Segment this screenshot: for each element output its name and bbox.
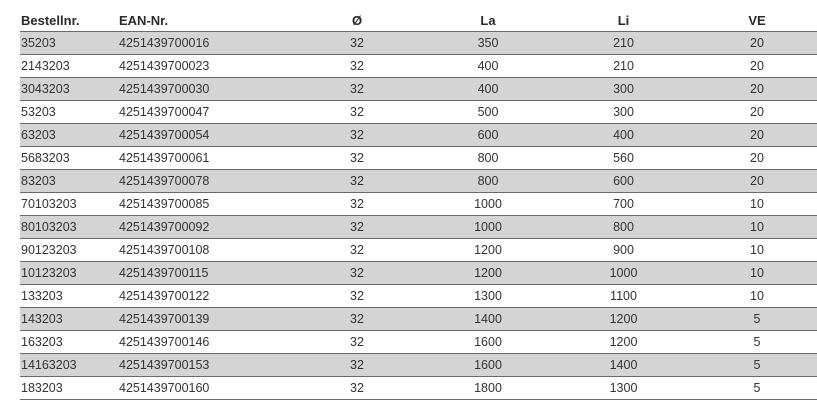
table-body xyxy=(20,32,817,400)
cell-ve: 20 xyxy=(665,32,817,55)
table-row xyxy=(20,55,817,78)
cell-diameter: 32 xyxy=(250,308,402,331)
cell-ean: 4251439700085 xyxy=(119,193,250,216)
cell-la: 1000 xyxy=(402,193,528,216)
cell-li: 210 xyxy=(528,32,665,55)
cell-ean: 4251439700153 xyxy=(119,354,250,377)
cell-la: 1200 xyxy=(402,262,528,285)
header-bestellnr: Bestellnr. xyxy=(20,9,119,32)
cell-li: 1300 xyxy=(528,377,665,400)
cell-ean: 4251439700160 xyxy=(119,377,250,400)
cell-ean: 4251439700108 xyxy=(119,239,250,262)
product-table xyxy=(20,9,817,400)
table-row xyxy=(20,262,817,285)
cell-ve: 10 xyxy=(665,216,817,239)
cell-la: 1200 xyxy=(402,239,528,262)
cell-bestellnr: 5683203 xyxy=(20,147,119,170)
cell-bestellnr: 183203 xyxy=(20,377,119,400)
cell-bestellnr: 63203 xyxy=(20,124,119,147)
cell-bestellnr: 53203 xyxy=(20,101,119,124)
cell-la: 500 xyxy=(402,101,528,124)
cell-bestellnr: 143203 xyxy=(20,308,119,331)
cell-ve: 10 xyxy=(665,239,817,262)
cell-ve: 10 xyxy=(665,262,817,285)
header-diameter: Ø xyxy=(250,9,402,32)
product-table-sheet xyxy=(20,9,766,400)
cell-diameter: 32 xyxy=(250,285,402,308)
cell-li: 300 xyxy=(528,78,665,101)
cell-diameter: 32 xyxy=(250,262,402,285)
cell-la: 600 xyxy=(402,124,528,147)
cell-bestellnr: 83203 xyxy=(20,170,119,193)
cell-ve: 5 xyxy=(665,377,817,400)
table-header xyxy=(20,9,817,32)
cell-ve: 20 xyxy=(665,170,817,193)
cell-li: 1100 xyxy=(528,285,665,308)
cell-li: 400 xyxy=(528,124,665,147)
table-row xyxy=(20,377,817,400)
cell-la: 1000 xyxy=(402,216,528,239)
table-row xyxy=(20,193,817,216)
table-row xyxy=(20,285,817,308)
table-row xyxy=(20,101,817,124)
cell-bestellnr: 2143203 xyxy=(20,55,119,78)
cell-li: 600 xyxy=(528,170,665,193)
cell-diameter: 32 xyxy=(250,147,402,170)
cell-li: 1000 xyxy=(528,262,665,285)
header-ve: VE xyxy=(665,9,817,32)
cell-ve: 20 xyxy=(665,147,817,170)
cell-la: 1800 xyxy=(402,377,528,400)
cell-bestellnr: 133203 xyxy=(20,285,119,308)
cell-ean: 4251439700047 xyxy=(119,101,250,124)
table-row xyxy=(20,124,817,147)
cell-bestellnr: 90123203 xyxy=(20,239,119,262)
cell-la: 1600 xyxy=(402,354,528,377)
cell-bestellnr: 3043203 xyxy=(20,78,119,101)
cell-la: 1400 xyxy=(402,308,528,331)
cell-ean: 4251439700139 xyxy=(119,308,250,331)
table-row xyxy=(20,32,817,55)
header-li: Li xyxy=(528,9,665,32)
header-row xyxy=(20,9,817,32)
cell-la: 1300 xyxy=(402,285,528,308)
cell-bestellnr: 70103203 xyxy=(20,193,119,216)
header-la: La xyxy=(402,9,528,32)
cell-li: 700 xyxy=(528,193,665,216)
cell-li: 1400 xyxy=(528,354,665,377)
cell-li: 1200 xyxy=(528,308,665,331)
cell-diameter: 32 xyxy=(250,239,402,262)
cell-li: 1200 xyxy=(528,331,665,354)
cell-la: 1600 xyxy=(402,331,528,354)
cell-diameter: 32 xyxy=(250,78,402,101)
cell-diameter: 32 xyxy=(250,377,402,400)
cell-ve: 5 xyxy=(665,331,817,354)
cell-la: 800 xyxy=(402,147,528,170)
cell-ve: 20 xyxy=(665,78,817,101)
cell-li: 800 xyxy=(528,216,665,239)
cell-bestellnr: 35203 xyxy=(20,32,119,55)
cell-la: 350 xyxy=(402,32,528,55)
cell-ean: 4251439700078 xyxy=(119,170,250,193)
cell-li: 560 xyxy=(528,147,665,170)
table-row xyxy=(20,354,817,377)
cell-ve: 5 xyxy=(665,308,817,331)
cell-diameter: 32 xyxy=(250,354,402,377)
cell-ve: 20 xyxy=(665,101,817,124)
cell-diameter: 32 xyxy=(250,124,402,147)
cell-ean: 4251439700115 xyxy=(119,262,250,285)
header-ean: EAN-Nr. xyxy=(119,9,250,32)
table-row xyxy=(20,147,817,170)
cell-li: 300 xyxy=(528,101,665,124)
table-row xyxy=(20,170,817,193)
cell-ean: 4251439700122 xyxy=(119,285,250,308)
cell-diameter: 32 xyxy=(250,216,402,239)
cell-diameter: 32 xyxy=(250,193,402,216)
cell-ean: 4251439700030 xyxy=(119,78,250,101)
cell-ve: 10 xyxy=(665,193,817,216)
table-row xyxy=(20,239,817,262)
cell-la: 400 xyxy=(402,55,528,78)
cell-li: 900 xyxy=(528,239,665,262)
cell-ve: 20 xyxy=(665,124,817,147)
table-row xyxy=(20,331,817,354)
cell-la: 800 xyxy=(402,170,528,193)
cell-bestellnr: 14163203 xyxy=(20,354,119,377)
table-row xyxy=(20,308,817,331)
cell-ve: 10 xyxy=(665,285,817,308)
cell-ve: 5 xyxy=(665,354,817,377)
cell-diameter: 32 xyxy=(250,55,402,78)
cell-ean: 4251439700061 xyxy=(119,147,250,170)
cell-bestellnr: 10123203 xyxy=(20,262,119,285)
cell-bestellnr: 80103203 xyxy=(20,216,119,239)
table-row xyxy=(20,216,817,239)
cell-diameter: 32 xyxy=(250,170,402,193)
cell-la: 400 xyxy=(402,78,528,101)
cell-ean: 4251439700146 xyxy=(119,331,250,354)
cell-ean: 4251439700016 xyxy=(119,32,250,55)
cell-ean: 4251439700054 xyxy=(119,124,250,147)
cell-diameter: 32 xyxy=(250,32,402,55)
cell-diameter: 32 xyxy=(250,331,402,354)
cell-bestellnr: 163203 xyxy=(20,331,119,354)
cell-diameter: 32 xyxy=(250,101,402,124)
table-row xyxy=(20,78,817,101)
cell-ean: 4251439700023 xyxy=(119,55,250,78)
cell-ve: 20 xyxy=(665,55,817,78)
cell-li: 210 xyxy=(528,55,665,78)
cell-ean: 4251439700092 xyxy=(119,216,250,239)
